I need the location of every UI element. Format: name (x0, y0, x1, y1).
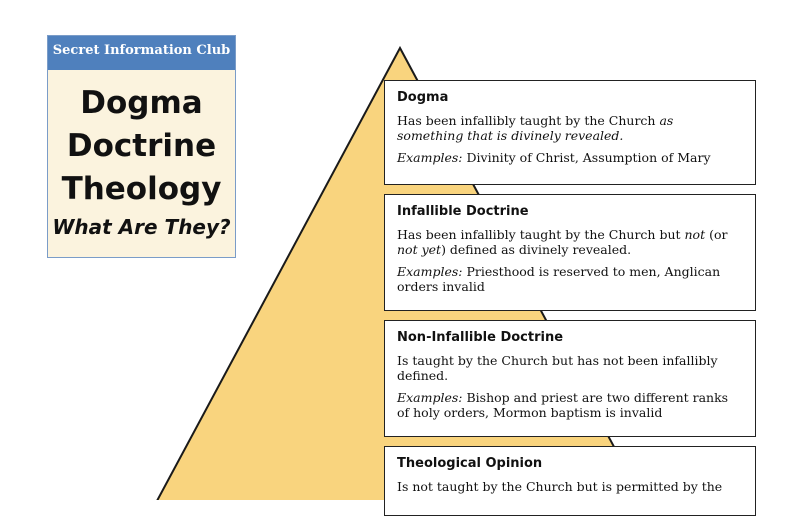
title-line-dogma: Dogma (80, 85, 203, 121)
examples-label: Examples: (397, 150, 463, 165)
examples-label: Examples: (397, 390, 463, 405)
level-box-non-infallible-doctrine (384, 320, 756, 437)
title-card (47, 35, 236, 258)
definition-text: (or (705, 227, 728, 242)
definition-text: Has been infallibly taught by the Church (397, 113, 660, 128)
level-definition: Is taught by the Church but has not been infallibly defined. (397, 353, 718, 383)
definition-emphasis: not (684, 227, 706, 242)
definition-emphasis: not yet (397, 242, 442, 257)
definition-emphasis: as something that is divinely revealed. (397, 113, 674, 143)
level-definition (397, 227, 743, 257)
club-banner: Secret Information Club (48, 36, 235, 70)
level-heading: Infallible Doctrine (397, 204, 529, 219)
examples-text: Divinity of Christ, Assumption of Mary (462, 150, 711, 165)
title-line-doctrine: Doctrine (66, 128, 217, 164)
level-examples (397, 264, 743, 294)
title-question: What Are They? (52, 215, 231, 239)
level-box-infallible-doctrine (384, 194, 756, 311)
level-definition: Is not taught by the Church but is permitted by the (397, 479, 723, 494)
level-examples (397, 150, 743, 165)
level-box-dogma (384, 80, 756, 185)
level-definition (397, 113, 743, 143)
level-examples (397, 390, 743, 420)
definition-text: ) defined as divinely revealed. (441, 242, 632, 257)
definition-text: Has been infallibly taught by the Church but (397, 227, 685, 242)
title-line-theology: Theology (61, 171, 222, 207)
examples-text: Priesthood is reserved to men, Anglican orders invalid (397, 264, 721, 294)
examples-text: Bishop and priest are two different ranks of holy orders, Mormon baptism is invalid (397, 390, 729, 420)
level-heading: Dogma (397, 90, 449, 105)
level-heading: Non-Infallible Doctrine (397, 330, 564, 345)
level-box-theological-opinion (384, 446, 756, 516)
level-heading: Theological Opinion (397, 456, 543, 471)
examples-label: Examples: (397, 264, 463, 279)
